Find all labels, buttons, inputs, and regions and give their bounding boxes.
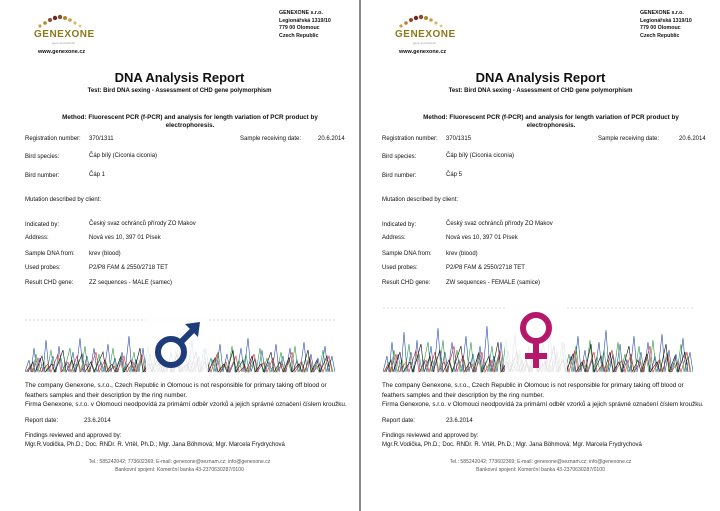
logo-subtext: gene and biotech <box>413 41 437 45</box>
company-address: GENEXONE s.r.o. Legionářská 1319/10 779 00 Olomouc Czech Republic <box>640 10 692 39</box>
footer-contact: Tel.: 585242042; 773602369; E-mail: genexone@seznam.cz; info@genexone.cz Bankovní spojení: Komerční banka 43-2370630287/0100 <box>88 459 271 473</box>
website-link[interactable]: www.genexone.cz <box>38 49 86 55</box>
sample-date-value: 20.6.2014 <box>679 136 706 142</box>
probes-value: P2/P8 FAM & 2550/2718 TET <box>89 265 168 271</box>
result-value: ZW sequences - FEMALE (samice) <box>446 280 541 286</box>
species-value: Čáp bílý (Ciconia ciconia) <box>446 153 515 159</box>
sample-dna-value: krev (blood) <box>446 251 478 257</box>
sample-date-value: 20.6.2014 <box>318 136 345 142</box>
result-value: ZZ sequences - MALE (samec) <box>89 280 173 286</box>
report-date-value: 23.6.2014 <box>84 418 111 424</box>
male-symbol-icon <box>146 318 208 374</box>
company-address: GENEXONE s.r.o. Legionářská 1319/10 779 00 Olomouc Czech Republic <box>279 10 331 39</box>
female-symbol-icon <box>505 306 567 374</box>
address-label: Address: <box>382 235 406 241</box>
report-page-2 <box>361 0 720 511</box>
species-value: Čáp bílý (Ciconia ciconia) <box>89 153 158 159</box>
sample-dna-label: Sample DNA from: <box>25 251 75 257</box>
indicated-value: Český svaz ochránců přírody ZO Makov <box>446 221 553 227</box>
bird-number-label: Bird number: <box>382 173 417 179</box>
address-label: Address: <box>25 235 49 241</box>
registration-value: 370/1315 <box>446 136 472 142</box>
disclaimer-text: The company Genexone, s.r.o., Czech Republic in Olomouc is not responsible for primary taking off blood or feathers samples and their description by the ring number. Firma Genexone, s.r.o. v Olomouci neodpovídá za primární odběr vzorků a jejich správné označení číslem kroužku. <box>25 382 347 408</box>
sample-date-label: Sample receiving date: <box>598 136 660 142</box>
website-link[interactable]: www.genexone.cz <box>399 49 447 55</box>
registration-label: Registration number: <box>25 136 81 142</box>
report-page-1 <box>0 0 359 511</box>
probes-label: Used probes: <box>382 265 418 271</box>
result-label: Result CHD gene: <box>25 280 74 286</box>
logo-text: GENEXONE <box>34 29 95 40</box>
registration-label: Registration number: <box>382 136 438 142</box>
test-description: Test: Bird DNA sexing - Assessment of CHD gene polymorphism <box>448 88 633 94</box>
species-label: Bird species: <box>382 154 417 160</box>
footer-contact: Tel.: 585242042; 773602369; E-mail: genexone@seznam.cz; info@genexone.cz Bankovní spojení: Komerční banka 43-2370630287/0100 <box>449 459 632 473</box>
sample-dna-label: Sample DNA from: <box>382 251 432 257</box>
sample-date-label: Sample receiving date: <box>240 136 302 142</box>
method-description: Method: Fluorescent PCR (f-PCR) and analysis for length variation of PCR product by electrophoresis. <box>62 114 318 129</box>
method-description: Method: Fluorescent PCR (f-PCR) and analysis for length variation of PCR product by electrophoresis. <box>423 114 679 129</box>
report-date-value: 23.6.2014 <box>446 418 473 424</box>
report-title: DNA Analysis Report <box>475 70 606 85</box>
probes-value: P2/P8 FAM & 2550/2718 TET <box>446 265 525 271</box>
logo-text: GENEXONE <box>395 29 456 40</box>
indicated-value: Český svaz ochránců přírody ZO Makov <box>89 221 196 227</box>
mutation-label: Mutation described by client: <box>25 197 102 203</box>
bird-number-label: Bird number: <box>25 173 60 179</box>
findings-text: Findings reviewed and approved by: Mgr.R.Vodička, Ph.D.; Doc. RNDr. R. Vrtěl, Ph.D.; Mgr. Jana Böhmová; Mgr. Marcela Frydrychová <box>382 433 642 448</box>
disclaimer-text: The company Genexone, s.r.o., Czech Republic in Olomouc is not responsible for primary taking off blood or feathers samples and their description by the ring number. Firma Genexone, s.r.o. v Olomouci neodpovídá za primární odběr vzorků a jejich správné označení číslem kroužku. <box>382 382 704 408</box>
indicated-label: Indicated by: <box>25 222 60 228</box>
result-label: Result CHD gene: <box>382 280 431 286</box>
logo-subtext: gene and biotech <box>52 41 76 45</box>
report-title: DNA Analysis Report <box>114 70 245 85</box>
bird-number-value: Čáp 1 <box>89 172 106 178</box>
address-value: Nová ves 10, 397 01 Písek <box>89 235 161 241</box>
bird-number-value: Čáp 5 <box>446 172 463 178</box>
probes-label: Used probes: <box>25 265 61 271</box>
test-description: Test: Bird DNA sexing - Assessment of CHD gene polymorphism <box>87 88 272 94</box>
mutation-label: Mutation described by client: <box>382 197 459 203</box>
findings-text: Findings reviewed and approved by: Mgr.R.Vodička, Ph.D.; Doc. RNDr. R. Vrtěl, Ph.D.; Mgr. Jana Böhmová; Mgr. Marcela Frydrychová <box>25 433 285 448</box>
report-date-label: Report date: <box>382 418 416 424</box>
indicated-label: Indicated by: <box>382 222 417 228</box>
report-date-label: Report date: <box>25 418 59 424</box>
address-value: Nová ves 10, 397 01 Písek <box>446 235 518 241</box>
registration-value: 370/1311 <box>89 136 114 142</box>
species-label: Bird species: <box>25 154 60 160</box>
sample-dna-value: krev (blood) <box>89 251 121 257</box>
